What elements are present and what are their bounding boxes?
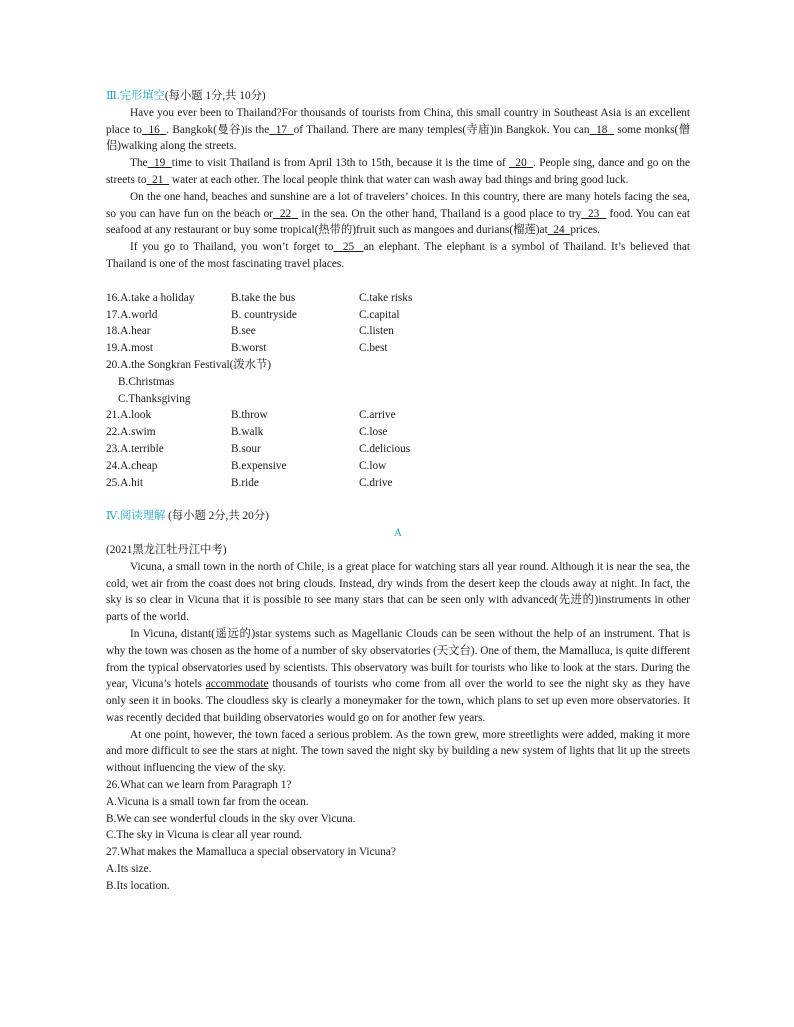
passage-label: A bbox=[393, 527, 403, 540]
q26-option-b: B.We can see wonderful clouds in the sky over Vicuna. bbox=[106, 812, 356, 825]
option-row-23: 23.A.terrible B.sour C.delicious bbox=[106, 442, 411, 455]
reading-paragraph-3: At one point, however, the town faced a serious problem. As the town grew, more streetlights were added, making it more and more difficult to see the stars at night. The town saved the night sky by building a new system of lights that lit up the streets without influencing the view of the sky. bbox=[106, 728, 690, 775]
q27-option-a: A.Its size. bbox=[106, 863, 152, 876]
section3-heading bbox=[106, 88, 690, 105]
blank-19: 19 bbox=[154, 157, 166, 170]
option-row-21: 21.A.look B.throw C.arrive bbox=[106, 409, 396, 422]
option-row-17: 17.A.world B. countryside C.capital bbox=[106, 308, 400, 321]
section4-note: (每小题 2分,共 20分) bbox=[165, 510, 269, 523]
option-row-20a: 20.A.the Songkran Festival(泼水节) bbox=[106, 358, 272, 371]
q26-option-c: C.The sky in Vicuna is clear all year round. bbox=[106, 829, 303, 842]
worksheet-page bbox=[106, 88, 690, 895]
blank-23: 23 bbox=[588, 207, 600, 220]
blank-17: 17 bbox=[275, 123, 288, 136]
question-26: 26.What can we learn from Paragraph 1? bbox=[106, 779, 292, 792]
section3-note: (每小题 1分,共 10分) bbox=[164, 90, 266, 102]
passage-source: (2021黑龙江牡丹江中考) bbox=[106, 543, 227, 556]
blank-22: 22 bbox=[279, 207, 292, 220]
question-27: 27.What makes the Mamalluca a special observatory in Vicuna? bbox=[106, 846, 396, 859]
section3-title: Ⅲ.完形填空 bbox=[106, 90, 165, 102]
reading-paragraph-1: Vicuna, a small town in the north of Chile, is a great place for watching stars all year round. Although it is near the sea, the cold, wet air from the coast does not bring clouds. Instead, dry winds from the desert keep the clouds away at night. In fact, the sky is so clear in Vicuna that it is possible to see many stars that can be seen only with advanced(先进的)instruments in other parts of the world. bbox=[106, 560, 690, 624]
q27-option-b: B.Its location. bbox=[106, 879, 170, 892]
cloze-paragraph-2: The 19 time to visit Thailand is from April 13th to 15th, because it is the time of 20 . People sing, dance and go on the streets to 21 water at each other. The local people think that water can wash away bad things and bring good luck. bbox=[106, 157, 691, 186]
cloze-paragraph-4: If you go to Thailand, you won’t forget to 25 an elephant. The elephant is a symbol of Thailand. It’s believed that Thailand is one of the most fascinating travel places. bbox=[106, 241, 690, 270]
blank-16: 16 bbox=[148, 123, 160, 136]
option-row-19: 19.A.most B.worst C.best bbox=[106, 342, 388, 355]
option-row-18: 18.A.hear B.see C.listen bbox=[106, 325, 394, 338]
option-row-20b: B.Christmas bbox=[118, 375, 175, 388]
blank-20: 20 bbox=[515, 157, 527, 170]
blank-25: 25 bbox=[342, 241, 355, 254]
q26-option-a: A.Vicuna is a small town far from the ocean. bbox=[106, 795, 309, 808]
cloze-paragraph-1: Have you ever been to Thailand?For thousands of tourists from China, this small country in Southeast Asia is an excellent place to 16 . Bangkok(曼谷)is the 17 of Thailand. There are many temples(寺庙)in Bangkok. You can 18 some monks(僧侣)walking along the streets. bbox=[106, 106, 690, 153]
cloze-paragraph-3: On the one hand, beaches and sunshine are a lot of travelers’ choices. In this country, there are many hotels facing the sea, so you can have fun on the beach or 22 in the sea. On the other hand, Thailand is a good place to try 23 food. You can eat seafood at any restaurant or buy some tropical(热带的)fruit such as mangoes and durians(榴莲)at 24 prices. bbox=[106, 190, 690, 237]
blank-24: 24 bbox=[553, 224, 565, 237]
option-row-24: 24.A.cheap B.expensive C.low bbox=[106, 459, 387, 472]
blank-21: 21 bbox=[152, 173, 164, 186]
option-row-16: 16.A.take a holiday B.take the bus C.take risks bbox=[106, 291, 413, 304]
section4-heading bbox=[106, 508, 690, 525]
blank-18: 18 bbox=[596, 123, 608, 136]
option-row-22: 22.A.swim B.walk C.lose bbox=[106, 426, 388, 439]
section4-title: Ⅳ.阅读理解 bbox=[106, 510, 166, 523]
reading-paragraph-2: In Vicuna, distant(遥远的)star systems such as Magellanic Clouds can be seen without the help of an instrument. That is why the town was chosen as the home of a number of sky observatories (天文台). One of them, the Mamalluca, is quite different from the typical observatories used by scientists. This observatory was built for tourists who like to look at the stars. During the year, Vicuna’s hotels accommodate thousands of tourists who come from all over the world to see the night sky as they have only seen it in books. The cloudless sky is clearly a moneymaker for the town, which plans to set up even more observatories. It was recently decided that building observatories would go on for another few years. bbox=[106, 627, 690, 724]
underlined-word: accommodate bbox=[205, 678, 269, 691]
option-row-20c: C.Thanksgiving bbox=[118, 392, 191, 405]
option-row-25: 25.A.hit B.ride C.drive bbox=[106, 476, 393, 489]
cloze-options bbox=[106, 290, 690, 492]
